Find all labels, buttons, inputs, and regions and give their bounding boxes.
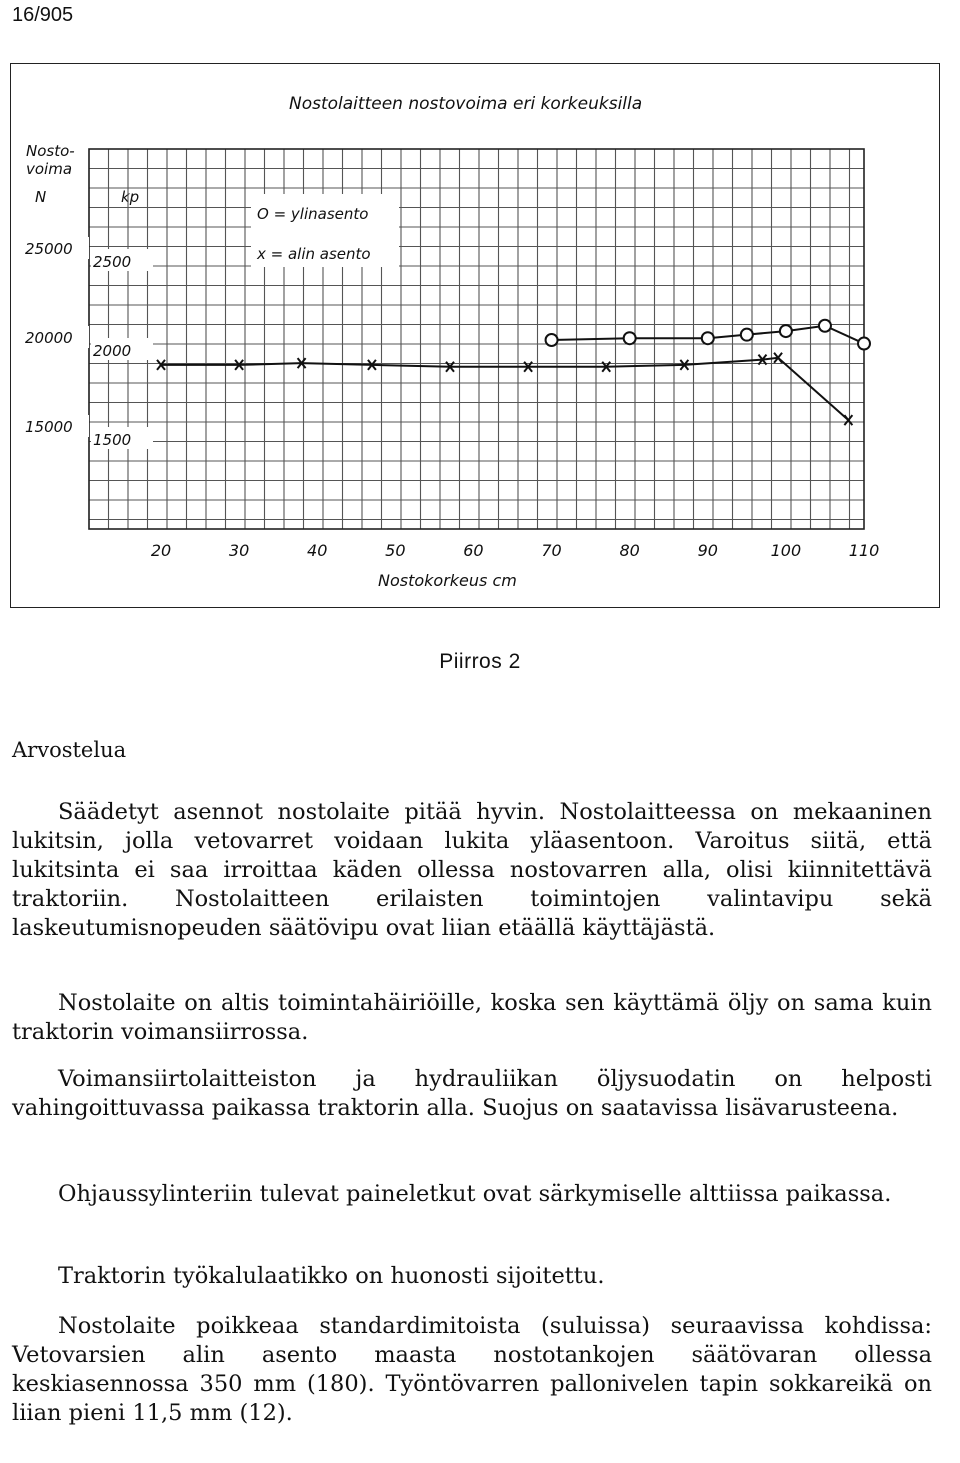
x-tick-label: 110 xyxy=(848,541,880,560)
x-tick-label: 100 xyxy=(770,541,802,560)
chart-title: Nostolaitteen nostovoima eri korkeuksilla xyxy=(289,94,643,114)
y-label-line-2: voima xyxy=(26,160,73,178)
page-number: 16/905 xyxy=(12,4,74,26)
x-tick-label: 20 xyxy=(150,541,172,560)
paragraph-4: Ohjaussylinteriin tulevat paineletkut ovat särkymiselle alttiissa paikassa. xyxy=(58,1181,892,1207)
y-tick-label-kp: 2500 xyxy=(93,253,132,271)
paragraph-2: Nostolaite on altis toimintahäiriöille, koska sen käyttämä öljy on sama kuin traktorin voimansiirrossa. xyxy=(12,990,932,1045)
series-point-circle xyxy=(546,334,558,346)
x-tick-label: 70 xyxy=(541,541,562,560)
x-axis-label: Nostokorkeus cm xyxy=(378,571,517,590)
section-heading: Arvostelua xyxy=(12,738,127,762)
x-tick-label: 50 xyxy=(385,541,406,560)
y-tick-label-N: 25000 xyxy=(25,240,73,258)
series-point-x xyxy=(844,415,852,425)
y-tick-label-kp: 1500 xyxy=(93,431,132,449)
series-point-circle xyxy=(624,332,636,344)
y-label-line-1: Nosto- xyxy=(26,142,75,160)
series-point-circle xyxy=(741,329,753,341)
y-tick-label-N: 20000 xyxy=(25,329,73,347)
x-tick-labels xyxy=(151,541,879,560)
x-tick-label: 90 xyxy=(697,541,718,560)
paragraph-5: Traktorin työkalulaatikko on huonosti sijoitettu. xyxy=(58,1263,605,1289)
x-tick-label: 40 xyxy=(307,541,328,560)
legend-lower: x = alin asento xyxy=(257,245,371,263)
figure-frame xyxy=(10,63,940,608)
y-tick-label-kp: 2000 xyxy=(93,342,132,360)
x-tick-label: 30 xyxy=(228,541,250,560)
series-point-circle xyxy=(858,338,870,350)
y-unit-label: kp xyxy=(121,188,140,206)
paragraph-1: Säädetyt asennot nostolaite pitää hyvin. Nostolaitteessa on mekaaninen lukitsin, jolla vetovarret voidaan lukita yläasentoon. Varoitus siitä, että lukitsinta ei saa irroittaa käden ollessa nostovarren alla, olisi kiinnitettävä traktoriin. Nostolaitteen erilaisten toimintojen valintavipu sekä laskeutumisnopeuden säätövipu ovat liian etäällä käyttäjästä. xyxy=(12,799,932,941)
series-point-circle xyxy=(780,325,792,337)
x-tick-label: 60 xyxy=(463,541,484,560)
x-tick-label: 80 xyxy=(619,541,640,560)
figure-caption: Piirros 2 xyxy=(439,650,521,673)
paragraph-6: Nostolaite poikkeaa standardimitoista (suluissa) seuraavissa kohdissa: Vetovarsien alin asento maasta nostotankojen säätövaran ollessa keskiasennossa 350 mm (180). Työntövarren pallonivelen tapin sokkareikä on liian pieni 11,5 mm (12). xyxy=(12,1313,932,1426)
lift-force-chart xyxy=(11,64,939,607)
y-label-line-3: N xyxy=(35,188,47,206)
y-tick-label-N: 15000 xyxy=(25,418,73,436)
series-point-circle xyxy=(702,332,714,344)
paragraph-3: Voimansiirtolaitteiston ja hydrauliikan öljysuodatin on helposti vahingoittuvassa paikassa traktorin alla. Suojus on saatavissa lisävarusteena. xyxy=(12,1066,932,1121)
series-point-circle xyxy=(819,320,831,332)
legend-upper: O = ylinasento xyxy=(257,205,369,223)
